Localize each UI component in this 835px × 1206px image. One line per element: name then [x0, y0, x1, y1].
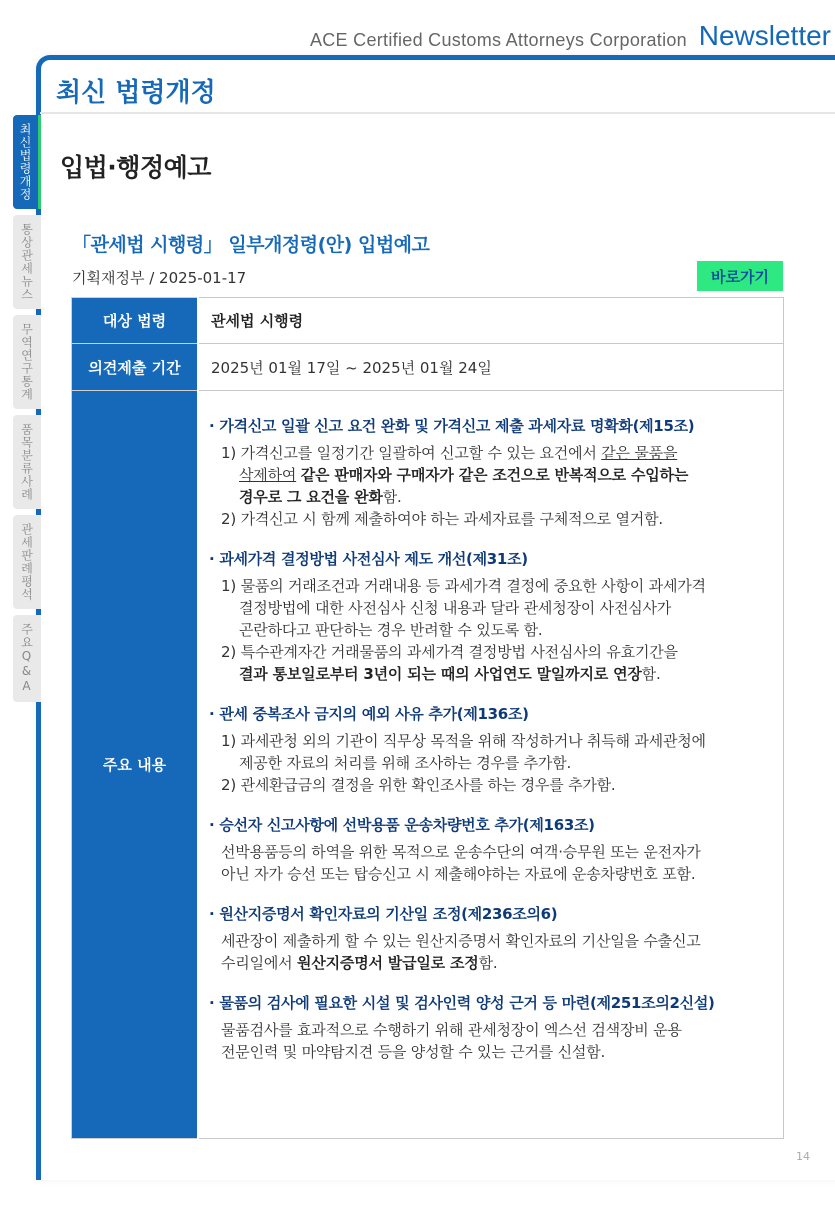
table-row: [72, 344, 784, 391]
item-heading: · 가격신고 일괄 신고 요건 완화 및 가격신고 제출 과세자료 명확화(제15조): [209, 417, 695, 435]
item-heading: · 관세 중복조사 금지의 예외 사유 추가(제136조): [209, 705, 529, 723]
main-content-cell: [198, 391, 784, 1139]
item-heading: · 승선자 신고사항에 선박용품 운송차량번호 추가(제163조): [209, 816, 595, 834]
side-tab-law-revision[interactable]: 최신법령개정: [13, 115, 41, 209]
item-line: 2) 특수관계자간 거래물품의 과세가격 결정방법 사전심사의 유효기간을: [221, 643, 678, 661]
side-tab-qna[interactable]: 주요Q&A: [13, 615, 41, 702]
main-content-header: 주요 내용: [72, 391, 199, 1139]
side-tab-customs-case-review[interactable]: 관세판례평석: [13, 515, 41, 609]
item-heading: · 물품의 검사에 필요한 시설 및 검사인력 양성 근거 등 마련(제251조의2신설): [209, 994, 715, 1012]
item-line: 결정방법에 대한 사전심사 신청 내용과 달라 관세청장이 사전심사가: [239, 599, 672, 617]
page-number: 14: [796, 1150, 810, 1163]
page-header: [0, 0, 835, 60]
item-line: 1) 과세관청 외의 기관이 직무상 목적을 위해 작성하거나 취득해 과세관청에: [221, 732, 706, 750]
item-line: 선박용품등의 하역을 위한 목적으로 운송수단의 여객·승무원 또는 운전자가: [221, 843, 701, 861]
notice-table: [71, 297, 784, 1139]
section-title: 최신 법령개정: [56, 78, 216, 108]
comment-period-value: 2025년 01월 17일 ~ 2025년 01월 24일: [198, 344, 784, 391]
list-item: [209, 548, 773, 685]
comment-period-header: 의견제출 기간: [72, 344, 199, 391]
item-line: 2) 관세환급금의 결정을 위한 확인조사를 하는 경우를 추가함.: [221, 776, 616, 794]
notice-source: 기획재정부 / 2025-01-17: [72, 269, 247, 287]
item-line: 경우로 그 요건을 완화함.: [239, 488, 402, 506]
list-item: [209, 992, 773, 1063]
item-line: 수리일에서 원산지증명서 발급일로 조정함.: [221, 954, 498, 972]
item-line: 전문인력 및 마약탐지견 등을 양성할 수 있는 근거를 신설함.: [221, 1043, 606, 1061]
item-heading: · 과세가격 결정방법 사전심사 제도 개선(제31조): [209, 550, 528, 568]
list-item: [209, 415, 773, 530]
item-line: 2) 가격신고 시 함께 제출하여야 하는 과세자료를 구체적으로 열거함.: [221, 510, 663, 528]
item-line: 삭제하여 같은 판매자와 구매자가 같은 조건으로 반복적으로 수입하는: [239, 466, 689, 484]
side-tab-classification-cases[interactable]: 품목분류사례: [13, 415, 41, 509]
item-line: 세관장이 제출하게 할 수 있는 원산지증명서 확인자료의 기산일을 수출신고: [221, 932, 701, 950]
company-name: ACE Certified Customs Attorneys Corporation: [309, 30, 687, 50]
table-row: [72, 298, 784, 344]
notice-title: 「관세법 시행령」 일부개정령(안) 입법예고: [72, 234, 430, 256]
divider: [40, 112, 835, 114]
list-item: [209, 814, 773, 885]
item-line: 결과 통보일로부터 3년이 되는 때의 사업연도 말일까지로 연장함.: [239, 665, 661, 683]
item-line: 곤란하다고 판단하는 경우 반려할 수 있도록 함.: [239, 621, 543, 639]
target-law-value: 관세법 시행령: [198, 298, 784, 344]
list-item: [209, 903, 773, 974]
target-law-header: 대상 법령: [72, 298, 199, 344]
side-tab-trade-research-stats[interactable]: 무역연구통계: [13, 315, 41, 409]
list-item: [209, 703, 773, 796]
subsection-title: 입법·행정예고: [60, 153, 211, 182]
table-row: [72, 391, 784, 1139]
item-line: 물품검사를 효과적으로 수행하기 위해 관세청장이 엑스선 검색장비 운용: [221, 1021, 682, 1039]
item-line: 아닌 자가 승선 또는 탑승신고 시 제출해야하는 자료에 운송차량번호 포함.: [221, 865, 696, 883]
goto-button[interactable]: 바로가기: [697, 261, 783, 291]
item-line: 제공한 자료의 처리를 위해 조사하는 경우를 추가함.: [239, 754, 572, 772]
side-tab-trade-customs-news[interactable]: 통상관세뉴스: [13, 215, 41, 309]
newsletter-title: Newsletter: [698, 20, 831, 51]
side-tab-nav: [13, 115, 41, 708]
item-heading: · 원산지증명서 확인자료의 기산일 조정(제236조의6): [209, 905, 558, 923]
item-line: 1) 가격신고를 일정기간 일괄하여 신고할 수 있는 요건에서 같은 물품을: [221, 444, 678, 462]
item-line: 1) 물품의 거래조건과 거래내용 등 과세가격 결정에 중요한 사항이 과세가격: [221, 577, 706, 595]
